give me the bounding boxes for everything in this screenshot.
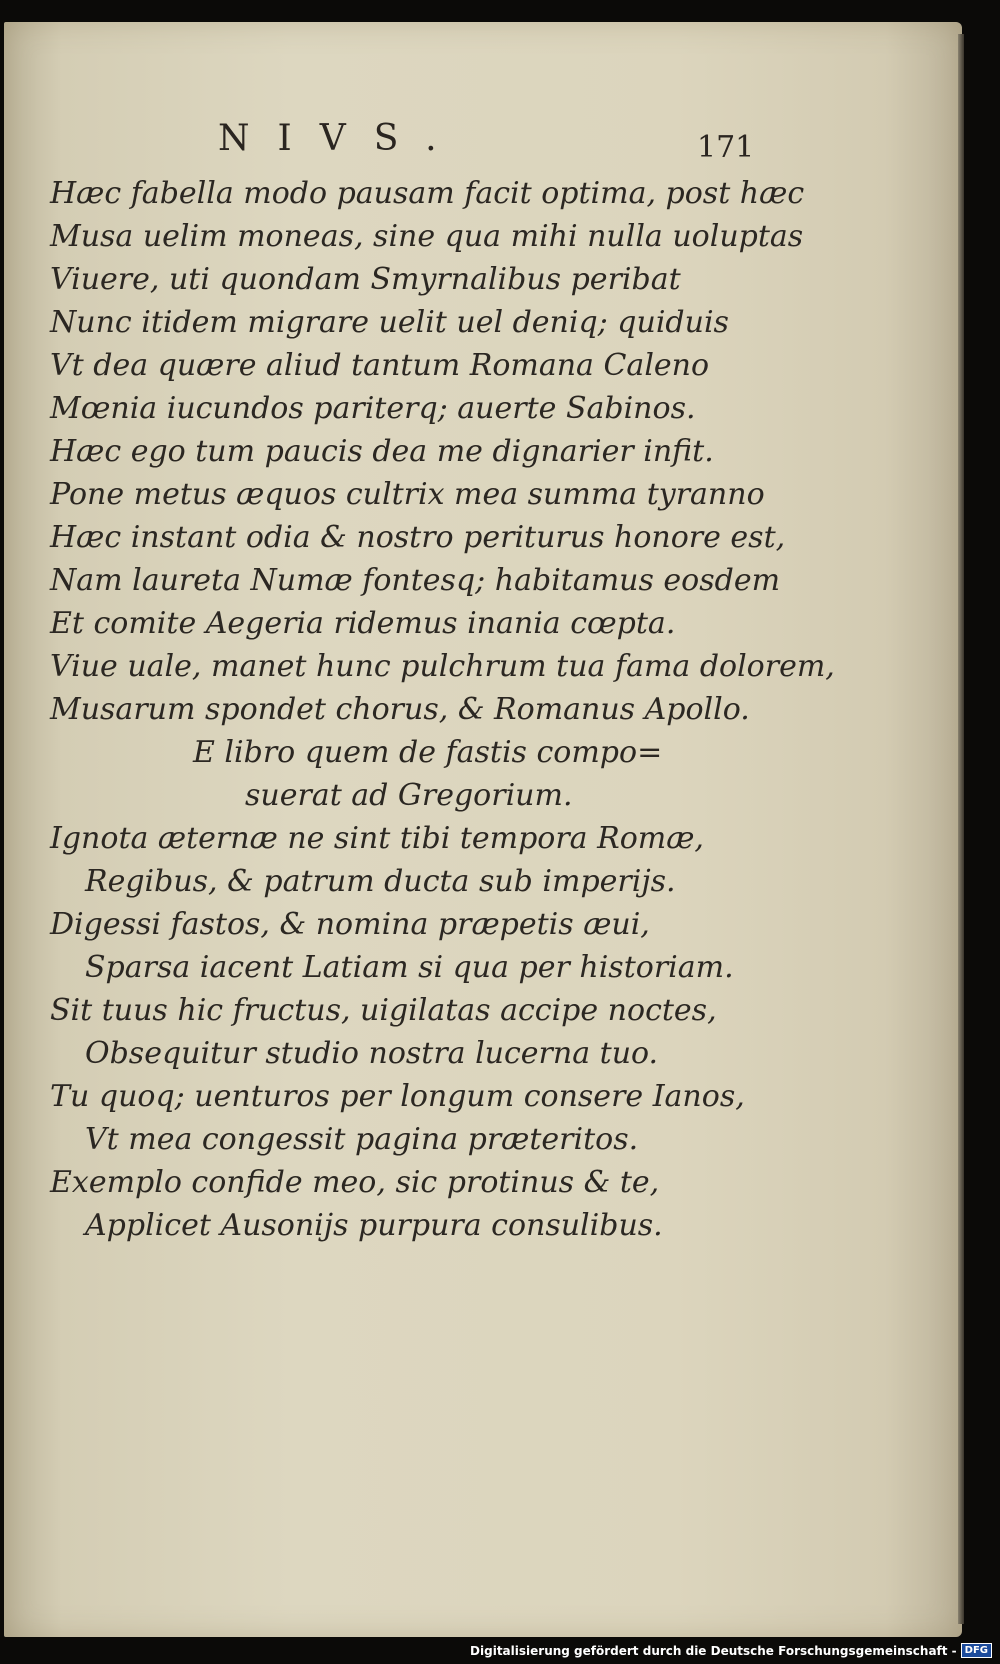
poem-line: Pone metus æquos cultrix mea summa tyranno <box>50 477 765 512</box>
distich-line: Obsequitur studio nostra lucerna tuo. <box>85 1036 659 1071</box>
distich-line: Applicet Ausonijs purpura consulibus. <box>85 1208 663 1243</box>
distich-line: Sit tuus hic fructus, uigilatas accipe noctes, <box>50 993 717 1028</box>
digitization-credit <box>470 1643 992 1658</box>
poem-line: Viuere, uti quondam Smyrnalibus peribat <box>50 262 681 297</box>
poem-line: Et comite Aegeria ridemus inania cœpta. <box>50 606 676 641</box>
poem-line: Hæc fabella modo pausam facit optima, post hæc <box>50 176 805 211</box>
distich-line: Ignota æternæ ne sint tibi tempora Romæ, <box>50 821 704 856</box>
text-block <box>50 172 910 1247</box>
distich-line: Tu quoq; uenturos per longum consere Ianos, <box>50 1079 745 1114</box>
poem-line: Hæc instant odia & nostro periturus honore est, <box>50 520 786 555</box>
distich-line: Regibus, & patrum ducta sub imperijs. <box>85 864 676 899</box>
section-heading-line-2: suerat ad Gregorium. <box>245 778 573 813</box>
distich-line: Digessi fastos, & nomina præpetis æui, <box>50 907 650 942</box>
poem-line: Musa uelim moneas, sine qua mihi nulla uoluptas <box>50 219 804 254</box>
poem-line: Musarum spondet chorus, & Romanus Apollo. <box>50 692 750 727</box>
credit-text: Digitalisierung gefördert durch die Deutsche Forschungsgemeinschaft - <box>470 1643 957 1658</box>
poem-line: Nam laureta Numæ fontesq; habitamus eosdem <box>50 563 781 598</box>
distich-line: Sparsa iacent Latiam si qua per historiam. <box>85 950 734 985</box>
dfg-logo: DFG <box>961 1643 992 1658</box>
poem-line: Viue uale, manet hunc pulchrum tua fama dolorem, <box>50 649 835 684</box>
distich-line: Exemplo confide meo, sic protinus & te, <box>50 1165 660 1200</box>
section-heading-line-1: E libro quem de fastis compo= <box>193 735 663 770</box>
poem-line: Nunc itidem migrare uelit uel deniq; quiduis <box>50 305 729 340</box>
page-number: 171 <box>697 130 755 165</box>
distich-line: Vt mea congessit pagina præteritos. <box>85 1122 639 1157</box>
poem-line: Vt dea quære aliud tantum Romana Caleno <box>50 348 710 383</box>
poem-line: Hæc ego tum paucis dea me dignarier infit. <box>50 434 714 469</box>
page-edge <box>958 34 964 1624</box>
poem-line: Mœnia iucundos pariterq; auerte Sabinos. <box>50 391 696 426</box>
running-head: NIVS. <box>218 118 465 159</box>
